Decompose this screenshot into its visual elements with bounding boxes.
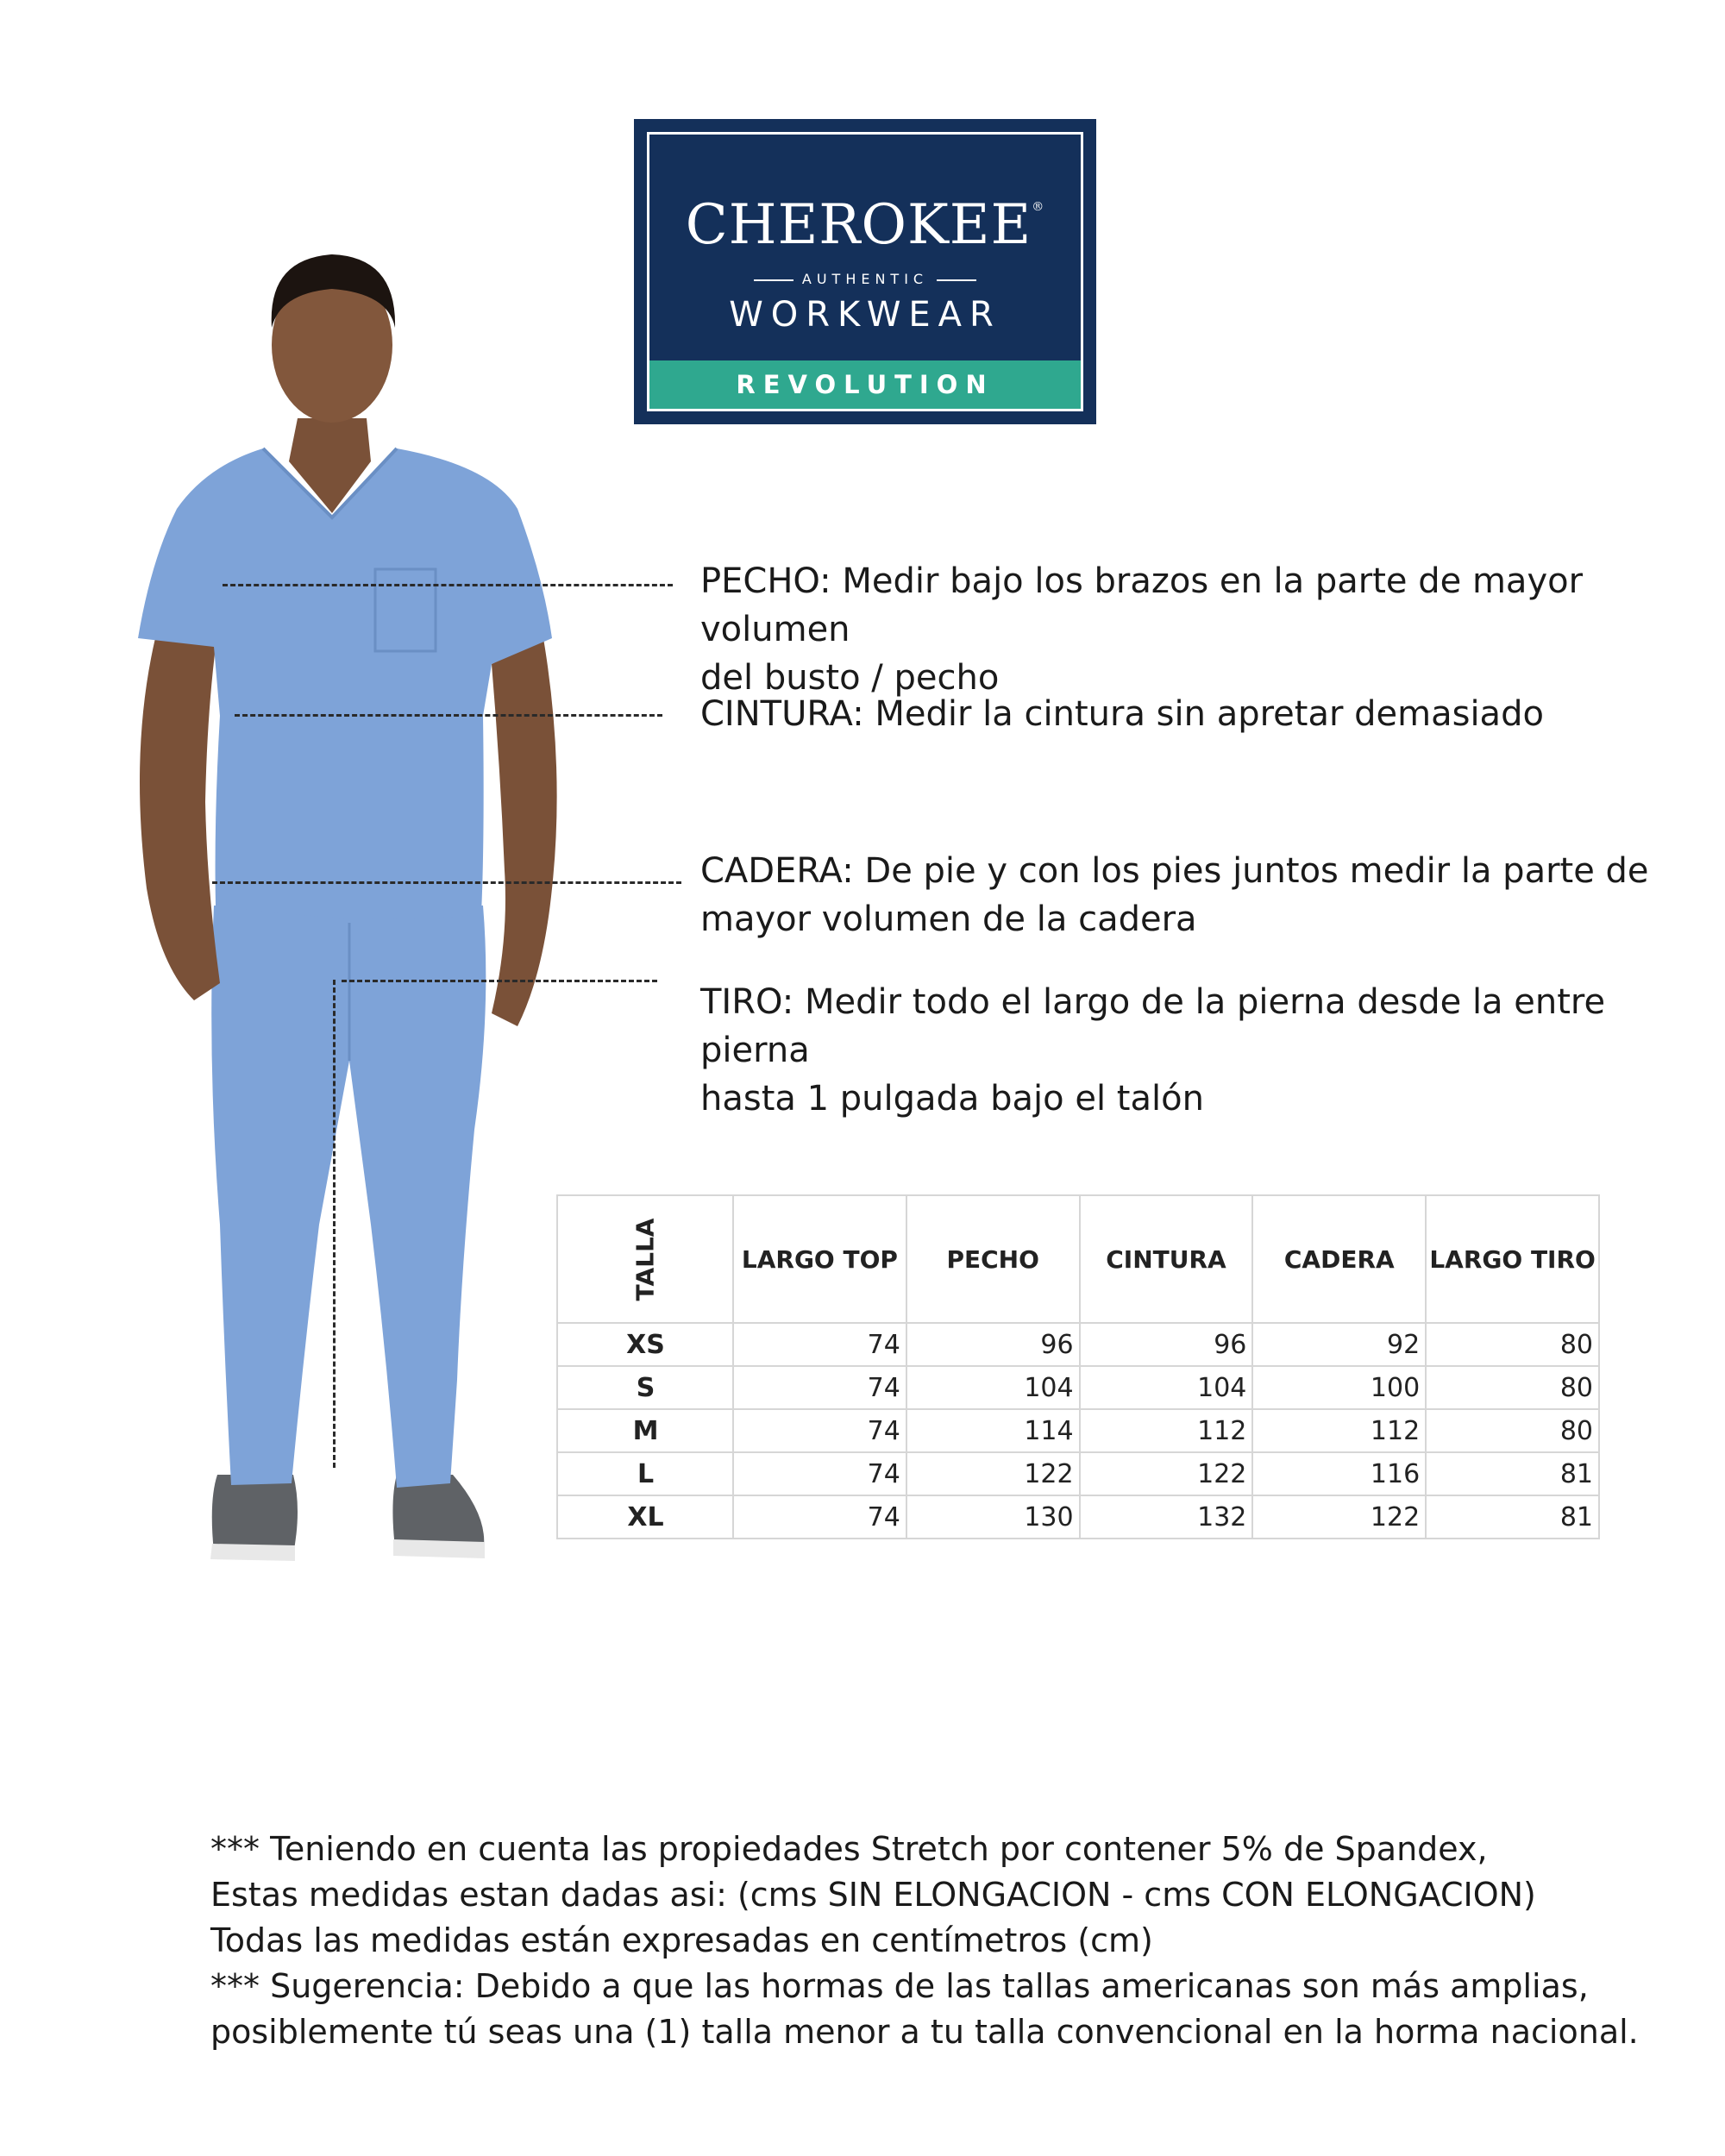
cell-cadera: 112: [1252, 1409, 1426, 1452]
table-row: [557, 1452, 1599, 1495]
cell-size: L: [557, 1452, 733, 1495]
model-figure-image: [112, 233, 561, 1595]
cell-pecho: 130: [906, 1495, 1080, 1539]
note-hip: CADERA: De pie y con los pies juntos medir la parte de mayor volumen de la cadera: [700, 851, 1649, 939]
cell-cintura: 122: [1080, 1452, 1253, 1495]
cell-pecho: 114: [906, 1409, 1080, 1452]
header-largo-top: LARGO TOP: [733, 1195, 906, 1323]
header-cintura: CINTURA: [1080, 1195, 1253, 1323]
inseam-vertical-guide: [333, 980, 336, 1468]
cell-size: XL: [557, 1495, 733, 1539]
cell-cintura: 96: [1080, 1323, 1253, 1366]
left-arm: [140, 638, 220, 1000]
left-shoe: [212, 1475, 298, 1554]
table-header-row: [557, 1195, 1599, 1323]
waist-guide-line: [235, 714, 662, 717]
footnote: [210, 1827, 1711, 2055]
logo-frame: [647, 132, 1083, 411]
cell-largo-top: 74: [733, 1452, 906, 1495]
cell-largo-top: 74: [733, 1366, 906, 1409]
cell-cadera: 116: [1252, 1452, 1426, 1495]
cell-pecho: 96: [906, 1323, 1080, 1366]
header-talla: TALLA: [557, 1195, 733, 1323]
note-chest: PECHO: Medir bajo los brazos en la parte de mayor volumen del busto / pecho: [700, 561, 1584, 698]
cell-largo-top: 74: [733, 1323, 906, 1366]
cell-largo-top: 74: [733, 1495, 906, 1539]
note-inseam: TIRO: Medir todo el largo de la pierna desde la entre pierna hasta 1 pulgada bajo el talón: [700, 982, 1606, 1119]
cell-largo-tiro: 80: [1426, 1409, 1599, 1452]
table-row: [557, 1323, 1599, 1366]
brand-logo: [634, 119, 1096, 424]
cell-cadera: 100: [1252, 1366, 1426, 1409]
cell-largo-tiro: 80: [1426, 1366, 1599, 1409]
cell-largo-top: 74: [733, 1409, 906, 1452]
cell-cintura: 112: [1080, 1409, 1253, 1452]
logo-workwear: WORKWEAR: [729, 295, 1001, 335]
logo-subline: AUTHENTIC: [649, 271, 1081, 287]
footnote-line: Todas las medidas están expresadas en centímetros (cm): [210, 1921, 1153, 1959]
cell-pecho: 104: [906, 1366, 1080, 1409]
size-chart-table: [556, 1194, 1600, 1539]
footnote-line: *** Sugerencia: Debido a que las hormas de las tallas americanas son más amplias,: [210, 1967, 1589, 2005]
chest-guide-line: [223, 584, 673, 586]
hip-guide-line: [212, 881, 681, 884]
table-row: [557, 1409, 1599, 1452]
table-row: [557, 1366, 1599, 1409]
inseam-guide-line: [342, 980, 657, 982]
header-pecho: PECHO: [906, 1195, 1080, 1323]
cell-pecho: 122: [906, 1452, 1080, 1495]
cell-largo-tiro: 80: [1426, 1323, 1599, 1366]
footnote-line: posiblemente tú seas una (1) talla menor a tu talla convencional en la horma nacional.: [210, 2013, 1639, 2051]
header-largo-tiro: LARGO TIRO: [1426, 1195, 1599, 1323]
footnote-line: Estas medidas estan dadas asi: (cms SIN ELONGACION - cms CON ELONGACION): [210, 1876, 1536, 1914]
cell-largo-tiro: 81: [1426, 1452, 1599, 1495]
cell-size: S: [557, 1366, 733, 1409]
logo-collection-band: REVOLUTION: [649, 360, 1081, 409]
table-row: [557, 1495, 1599, 1539]
cell-cintura: 132: [1080, 1495, 1253, 1539]
cell-cadera: 122: [1252, 1495, 1426, 1539]
logo-brand-name: CHEROKEE®: [685, 193, 1045, 257]
note-waist: CINTURA: Medir la cintura sin apretar demasiado: [700, 694, 1544, 734]
cell-largo-tiro: 81: [1426, 1495, 1599, 1539]
right-arm: [492, 638, 557, 1026]
cell-size: M: [557, 1409, 733, 1452]
footnote-line: *** Teniendo en cuenta las propiedades Stretch por contener 5% de Spandex,: [210, 1830, 1488, 1868]
cell-size: XS: [557, 1323, 733, 1366]
header-cadera: CADERA: [1252, 1195, 1426, 1323]
cell-cintura: 104: [1080, 1366, 1253, 1409]
cell-cadera: 92: [1252, 1323, 1426, 1366]
